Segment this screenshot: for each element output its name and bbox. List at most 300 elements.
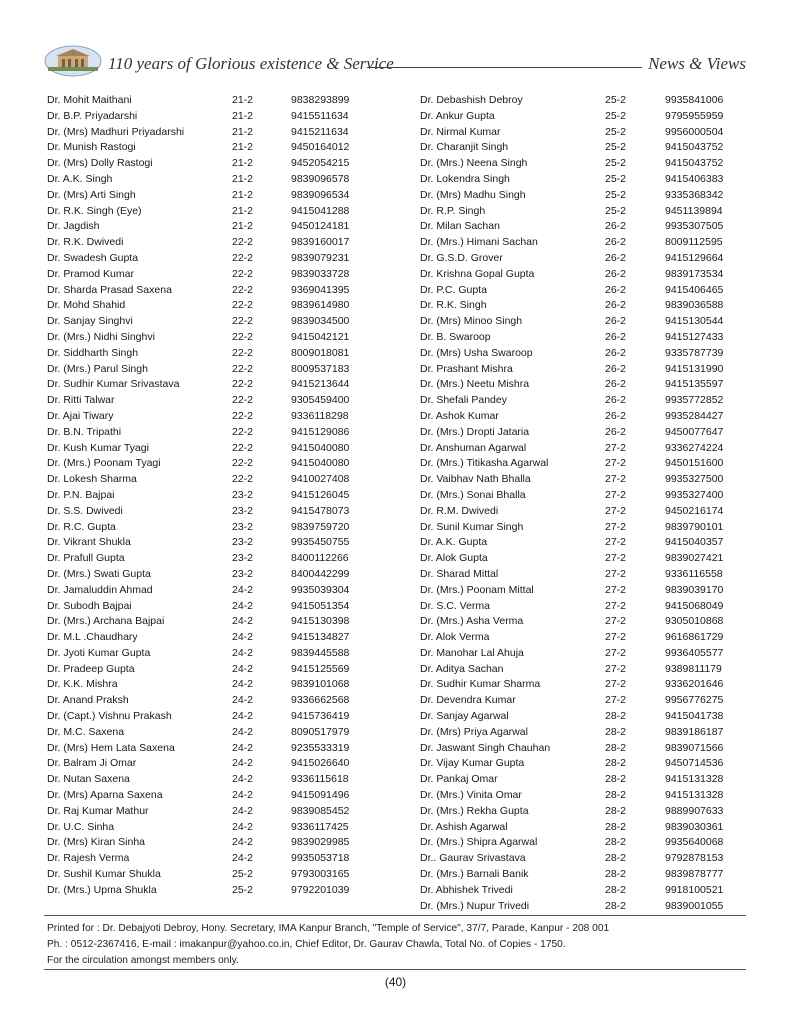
member-name: Dr. Ankur Gupta (420, 109, 495, 122)
member-phone: 9415041288 (291, 204, 350, 217)
member-code: 28-2 (605, 883, 627, 896)
member-code: 24-2 (232, 757, 254, 770)
member-code: 24-2 (232, 789, 254, 802)
member-phone: 9935307505 (665, 220, 724, 233)
member-code: 22-2 (232, 457, 254, 470)
member-code: 24-2 (232, 662, 254, 675)
member-name: Dr. (Mrs.) Dropti Jataria (420, 425, 530, 438)
member-code: 26-2 (605, 346, 627, 359)
member-name: Dr. S.S. Dwivedi (47, 504, 123, 517)
member-phone: 9415042121 (291, 330, 350, 343)
member-code: 28-2 (605, 868, 627, 881)
member-code: 26-2 (605, 362, 627, 375)
member-phone: 9336201646 (665, 678, 724, 691)
member-phone: 9839096578 (291, 172, 350, 185)
member-name: Dr. Subodh Bajpai (47, 599, 132, 612)
member-name: Dr. Vijay Kumar Gupta (420, 757, 525, 770)
member-name: Dr. (Mrs) Madhu Singh (420, 188, 526, 201)
member-phone: 9839029985 (291, 836, 350, 849)
member-phone: 9451139894 (665, 204, 723, 217)
member-name: Dr. Swadesh Gupta (47, 251, 139, 264)
member-code: 28-2 (605, 820, 627, 833)
member-name: Dr. (Mrs) Hem Lata Saxena (47, 741, 175, 754)
member-code: 27-2 (605, 441, 627, 454)
member-code: 23-2 (232, 520, 254, 533)
member-phone: 9935841006 (665, 94, 724, 106)
member-phone: 9415129086 (291, 425, 350, 438)
member-name: Dr. M.L .Chaudhary (47, 631, 138, 644)
member-name: Dr. Charanjit Singh (420, 141, 509, 154)
member-code: 22-2 (232, 473, 254, 486)
member-code: 26-2 (605, 220, 627, 233)
member-name: Dr. Pankaj Omar (420, 773, 498, 786)
footer-line-circulation: For the circulation amongst members only. (47, 955, 239, 966)
member-name: Dr. Jaswant Singh Chauhan (420, 741, 551, 754)
member-phone: 9839085452 (291, 804, 350, 817)
footer-bottom-rule (44, 969, 746, 970)
member-phone: 9415051354 (291, 599, 350, 612)
member-name: Dr. (Mrs.) Vinita Omar (420, 789, 522, 802)
member-name: Dr. Krishna Gopal Gupta (420, 267, 535, 280)
member-phone: 9792201039 (291, 883, 350, 896)
member-code: 23-2 (232, 552, 254, 565)
member-code: 27-2 (605, 646, 627, 659)
member-name: Dr. Sharad Mittal (420, 567, 499, 580)
member-name: Dr. B.N. Tripathi (47, 425, 122, 438)
member-code: 27-2 (605, 583, 627, 596)
member-code: 22-2 (232, 409, 254, 422)
member-code: 21-2 (232, 220, 254, 233)
member-phone: 9369041395 (291, 283, 350, 296)
member-phone: 9935284427 (665, 409, 724, 422)
member-code: 22-2 (232, 362, 254, 375)
member-code: 25-2 (605, 157, 627, 170)
member-phone: 9839445588 (291, 646, 350, 659)
member-name: Dr. Mohit Maithani (47, 94, 132, 106)
member-phone: 9935772852 (665, 394, 724, 407)
member-phone: 9936405577 (665, 646, 724, 659)
member-code: 22-2 (232, 236, 254, 249)
member-code: 24-2 (232, 631, 254, 644)
member-code: 26-2 (605, 251, 627, 264)
member-name: Dr. Sanjay Agarwal (420, 710, 509, 723)
member-name: Dr. Kush Kumar Tyagi (47, 441, 149, 454)
member-name: Dr. (Mrs) Kiran Sinha (47, 836, 146, 849)
member-phone: 9415131328 (665, 789, 724, 802)
member-phone: 9792878153 (665, 852, 724, 865)
member-phone: 9415068049 (665, 599, 724, 612)
page-number: (40) (384, 975, 407, 989)
member-name: Dr.. Gaurav Srivastava (420, 852, 526, 865)
member-phone: 9415043752 (665, 157, 724, 170)
member-phone: 9336662568 (291, 694, 350, 707)
member-code: 26-2 (605, 315, 627, 328)
member-name: Dr. R.P. Singh (420, 204, 486, 217)
member-code: 27-2 (605, 678, 627, 691)
member-code: 24-2 (232, 599, 254, 612)
page-header (44, 42, 746, 82)
member-phone: 9305459400 (291, 394, 350, 407)
member-name: Dr. Debashish Debroy (420, 94, 523, 106)
member-code: 26-2 (605, 425, 627, 438)
member-code: 24-2 (232, 741, 254, 754)
member-code: 23-2 (232, 504, 254, 517)
member-name: Dr. Jamaluddin Ahmad (47, 583, 153, 596)
member-name: Dr. Mohd Shahid (47, 299, 126, 312)
member-name: Dr. (Mrs.) Upma Shukla (47, 883, 157, 896)
member-name: Dr. Sudhir Kumar Sharma (420, 678, 541, 691)
member-name: Dr. (Mrs) Priya Agarwal (420, 725, 528, 738)
member-name: Dr. Pradeep Gupta (47, 662, 135, 675)
member-phone: 9415736419 (291, 710, 350, 723)
member-phone: 9452054215 (291, 157, 350, 170)
member-code: 28-2 (605, 725, 627, 738)
member-phone: 9889907633 (665, 804, 724, 817)
member-code: 25-2 (605, 172, 627, 185)
member-code: 25-2 (605, 94, 627, 106)
member-code: 24-2 (232, 694, 254, 707)
member-phone: 9389811179 (665, 662, 722, 675)
member-phone: 9415126045 (291, 488, 350, 501)
header-section-title: News & Views (648, 54, 746, 73)
member-phone: 9415040080 (291, 457, 350, 470)
member-phone: 9935640068 (665, 836, 724, 849)
member-name: Dr. (Mrs) Usha Swaroop (420, 346, 533, 359)
member-code: 27-2 (605, 567, 627, 580)
member-name: Dr. (Mrs.) Poonam Mittal (420, 583, 534, 596)
member-name: Dr. B. Swaroop (420, 330, 491, 343)
member-code: 25-2 (232, 883, 254, 896)
member-name: Dr. Jagdish (47, 220, 100, 233)
member-name: Dr. Siddharth Singh (47, 346, 139, 359)
member-code: 27-2 (605, 662, 627, 675)
member-code: 27-2 (605, 694, 627, 707)
member-phone: 9415040357 (665, 536, 724, 549)
member-phone: 9415131990 (665, 362, 724, 375)
member-phone: 9839039170 (665, 583, 724, 596)
member-phone: 9415130398 (291, 615, 350, 628)
member-name: Dr. (Mrs.) Rekha Gupta (420, 804, 529, 817)
member-code: 22-2 (232, 251, 254, 264)
member-phone: 8009112595 (665, 236, 723, 249)
member-phone: 9839790101 (665, 520, 724, 533)
member-name: Dr. (Mrs) Aparna Saxena (47, 789, 163, 802)
member-phone: 9839160017 (291, 236, 350, 249)
member-name: Dr. (Mrs.) Neetu Mishra (420, 378, 530, 391)
member-name: Dr. S.C. Verma (420, 599, 491, 612)
member-code: 28-2 (605, 836, 627, 849)
member-name: Dr. (Mrs) Madhuri Priyadarshi (47, 125, 185, 138)
member-name: Dr. B.P. Priyadarshi (47, 109, 138, 122)
member-code: 21-2 (232, 204, 254, 217)
member-phone: 9839878777 (665, 868, 724, 881)
member-code: 28-2 (605, 773, 627, 786)
member-phone: 9839173534 (665, 267, 724, 280)
member-name: Dr. K.K. Mishra (47, 678, 118, 691)
member-name: Dr. (Mrs.) Nupur Trivedi (420, 899, 530, 912)
member-code: 27-2 (605, 520, 627, 533)
member-phone: 8400112266 (291, 552, 349, 565)
member-phone: 9305010868 (665, 615, 724, 628)
member-code: 24-2 (232, 678, 254, 691)
member-phone: 9415511634 (291, 109, 349, 122)
member-name: Dr. (Mrs.) Titikasha Agarwal (420, 457, 549, 470)
member-name: Dr. R.K. Singh (Eye) (47, 204, 142, 217)
member-name: Dr. G.S.D. Grover (420, 251, 503, 264)
member-code: 27-2 (605, 473, 627, 486)
member-code: 25-2 (605, 141, 627, 154)
member-name: Dr. Milan Sachan (420, 220, 500, 233)
member-phone: 9336118298 (291, 409, 349, 422)
member-name: Dr. Ritti Talwar (47, 394, 115, 407)
member-code: 21-2 (232, 141, 254, 154)
member-phone: 9415134827 (291, 631, 350, 644)
member-phone: 9839614980 (291, 299, 350, 312)
footer-line-printed-for: Printed for : Dr. Debajyoti Debroy, Hony. Secretary, IMA Kanpur Branch, "Temple of Service", 37/7, Parade, Kanpur - 208 001 (47, 923, 610, 934)
member-phone: 8090517979 (291, 725, 350, 738)
member-code: 22-2 (232, 425, 254, 438)
member-code: 27-2 (605, 552, 627, 565)
member-code: 24-2 (232, 852, 254, 865)
member-phone: 9839186187 (665, 725, 724, 738)
member-code: 27-2 (605, 631, 627, 644)
member-code: 21-2 (232, 125, 254, 138)
member-code: 28-2 (605, 741, 627, 754)
member-name: Dr. A.K. Singh (47, 172, 113, 185)
member-code: 26-2 (605, 378, 627, 391)
member-name: Dr. (Mrs.) Sonai Bhalla (420, 488, 526, 501)
member-code: 24-2 (232, 725, 254, 738)
member-code: 24-2 (232, 615, 254, 628)
member-phone: 9415129664 (665, 251, 724, 264)
member-code: 25-2 (605, 109, 627, 122)
member-name: Dr. Vaibhav Nath Bhalla (420, 473, 531, 486)
member-code: 25-2 (605, 188, 627, 201)
member-code: 26-2 (605, 394, 627, 407)
member-code: 24-2 (232, 773, 254, 786)
ima-building-logo-icon (44, 45, 102, 77)
member-name: Dr. (Mrs.) Parul Singh (47, 362, 148, 375)
member-phone: 9839096534 (291, 188, 350, 201)
member-code: 26-2 (605, 330, 627, 343)
member-name: Dr. Aditya Sachan (420, 662, 504, 675)
member-phone: 9839027421 (665, 552, 724, 565)
member-code: 23-2 (232, 567, 254, 580)
member-code: 26-2 (605, 409, 627, 422)
member-code: 24-2 (232, 646, 254, 659)
member-phone: 9415211634 (291, 125, 349, 138)
member-name: Dr. Sanjay Singhvi (47, 315, 133, 328)
member-name: Dr. Nirmal Kumar (420, 125, 501, 138)
header-rule (367, 67, 642, 68)
member-name: Dr. Ashish Agarwal (420, 820, 508, 833)
member-phone: 9935327400 (665, 488, 724, 501)
member-code: 28-2 (605, 789, 627, 802)
member-code: 24-2 (232, 583, 254, 596)
member-name: Dr. (Mrs) Minoo Singh (420, 315, 523, 328)
member-code: 22-2 (232, 441, 254, 454)
member-name: Dr. R.K. Dwivedi (47, 236, 124, 249)
member-code: 26-2 (605, 299, 627, 312)
member-name: Dr. Vikrant Shukla (47, 536, 131, 549)
member-phone: 9336115618 (291, 773, 349, 786)
header-tagline: 110 years of Glorious existence & Service (108, 54, 394, 73)
member-code: 28-2 (605, 757, 627, 770)
member-code: 24-2 (232, 710, 254, 723)
member-code: 22-2 (232, 283, 254, 296)
footer-line-contact: Ph. : 0512-2367416, E-mail : imakanpur@yahoo.co.in, Chief Editor, Dr. Gaurav Chawla, Total No. of Copies - 1750. (47, 939, 566, 950)
member-name: Dr. Devendra Kumar (420, 694, 516, 707)
member-code: 22-2 (232, 394, 254, 407)
member-phone: 9839036588 (665, 299, 724, 312)
member-code: 21-2 (232, 172, 254, 185)
member-name: Dr. (Mrs.) Poonam Tyagi (47, 457, 161, 470)
member-code: 27-2 (605, 615, 627, 628)
member-name: Dr. Anand Praksh (47, 694, 129, 707)
member-phone: 9616861729 (665, 631, 724, 644)
member-phone: 9415131328 (665, 773, 724, 786)
member-name: Dr. (Mrs.) Asha Verma (420, 615, 524, 628)
member-name: Dr. (Mrs.) Himani Sachan (420, 236, 538, 249)
member-phone: 9336274224 (665, 441, 724, 454)
member-phone: 9839001055 (665, 899, 724, 912)
member-phone: 9935327500 (665, 473, 724, 486)
member-phone: 9415041738 (665, 710, 724, 723)
member-code: 26-2 (605, 267, 627, 280)
member-code: 22-2 (232, 299, 254, 312)
member-phone: 9415406383 (665, 172, 724, 185)
member-phone: 9935450755 (291, 536, 350, 549)
member-code: 23-2 (232, 488, 254, 501)
member-code: 28-2 (605, 852, 627, 865)
member-phone: 9918100521 (665, 883, 724, 896)
member-name: Dr. Lokesh Sharma (47, 473, 137, 486)
member-phone: 8009018081 (291, 346, 350, 359)
member-phone: 9415406465 (665, 283, 724, 296)
member-name: Dr. Munish Rastogi (47, 141, 136, 154)
member-phone: 9415135597 (665, 378, 724, 391)
member-phone: 9450164012 (291, 141, 350, 154)
member-name: Dr. Sushil Kumar Shukla (47, 868, 161, 881)
member-phone: 9839101068 (291, 678, 350, 691)
member-code: 23-2 (232, 536, 254, 549)
member-name: Dr. Ajai Tiwary (47, 409, 114, 422)
member-phone: 9956000504 (665, 125, 724, 138)
member-name: Dr. Balram Ji Omar (47, 757, 137, 770)
member-code: 22-2 (232, 267, 254, 280)
member-name: Dr. (Mrs.) Nidhi Singhvi (47, 330, 155, 343)
member-name: Dr. Anshuman Agarwal (420, 441, 527, 454)
member-code: 27-2 (605, 504, 627, 517)
member-code: 27-2 (605, 536, 627, 549)
member-name: Dr. Alok Gupta (420, 552, 488, 565)
member-phone: 9415213644 (291, 378, 350, 391)
member-code: 24-2 (232, 836, 254, 849)
member-code: 26-2 (605, 283, 627, 296)
member-phone: 9839079231 (291, 251, 350, 264)
member-name: Dr. Abhishek Trivedi (420, 883, 513, 896)
member-phone: 9336116558 (665, 567, 723, 580)
member-name: Dr. Shefali Pandey (420, 394, 507, 407)
member-phone: 9415026640 (291, 757, 350, 770)
footer-imprint (47, 921, 609, 969)
member-phone: 9450124181 (291, 220, 350, 233)
member-code: 22-2 (232, 378, 254, 391)
member-phone: 9415478073 (291, 504, 350, 517)
member-phone: 9956776275 (665, 694, 724, 707)
member-name: Dr. Lokendra Singh (420, 172, 510, 185)
member-name: Dr. Prashant Mishra (420, 362, 513, 375)
member-phone: 9410027408 (291, 473, 350, 486)
member-name: Dr. Raj Kumar Mathur (47, 804, 149, 817)
member-phone: 9838293899 (291, 94, 350, 106)
member-name: Dr. (Mrs.) Barnali Banik (420, 868, 529, 881)
member-name: Dr. P.N. Bajpai (47, 488, 115, 501)
member-name: Dr. (Capt.) Vishnu Prakash (47, 710, 172, 723)
member-name: Dr. (Mrs) Arti Singh (47, 188, 136, 201)
member-code: 21-2 (232, 157, 254, 170)
member-name: Dr. Sudhir Kumar Srivastava (47, 378, 180, 391)
member-code: 25-2 (605, 125, 627, 138)
member-code: 21-2 (232, 188, 254, 201)
member-phone: 9415125569 (291, 662, 350, 675)
member-code: 22-2 (232, 330, 254, 343)
member-code: 28-2 (605, 710, 627, 723)
member-phone: 9450077647 (665, 425, 724, 438)
member-phone: 9450151600 (665, 457, 724, 470)
member-name: Dr. U.C. Sinha (47, 820, 115, 833)
member-phone: 9839759720 (291, 520, 350, 533)
member-phone: 9839033728 (291, 267, 350, 280)
member-code: 27-2 (605, 599, 627, 612)
member-name: Dr. Ashok Kumar (420, 409, 499, 422)
member-phone: 9839034500 (291, 315, 350, 328)
footer-top-rule (44, 915, 746, 916)
member-name: Dr. Sharda Prasad Saxena (47, 283, 172, 296)
member-name: Dr. Rajesh Verma (47, 852, 130, 865)
member-name: Dr. (Mrs) Dolly Rastogi (47, 157, 153, 170)
member-code: 28-2 (605, 899, 627, 912)
member-name: Dr. Manohar Lal Ahuja (420, 646, 524, 659)
member-code: 21-2 (232, 109, 254, 122)
member-name: Dr. P.C. Gupta (420, 283, 487, 296)
member-phone: 9839030361 (665, 820, 724, 833)
member-name: Dr. (Mrs.) Archana Bajpai (47, 615, 165, 628)
member-code: 22-2 (232, 315, 254, 328)
member-phone: 9793003165 (291, 868, 350, 881)
member-name: Dr. Nutan Saxena (47, 773, 130, 786)
member-name: Dr. (Mrs.) Swati Gupta (47, 567, 151, 580)
member-phone: 9839071566 (665, 741, 724, 754)
member-phone: 8400442299 (291, 567, 350, 580)
member-name: Dr. R.C. Gupta (47, 520, 116, 533)
member-phone: 9415040080 (291, 441, 350, 454)
member-phone: 9935039304 (291, 583, 350, 596)
member-name: Dr. Prafull Gupta (47, 552, 125, 565)
member-phone: 9450714536 (665, 757, 724, 770)
member-code: 24-2 (232, 804, 254, 817)
member-phone: 9336117425 (291, 820, 349, 833)
member-phone: 9335787739 (665, 346, 724, 359)
member-name: Dr. Alok Verma (420, 631, 490, 644)
member-phone: 9450216174 (665, 504, 724, 517)
member-code: 26-2 (605, 236, 627, 249)
member-phone: 8009537183 (291, 362, 350, 375)
member-name: Dr. Jyoti Kumar Gupta (47, 646, 151, 659)
member-name: Dr. R.M. Dwivedi (420, 504, 499, 517)
member-phone: 9335368342 (665, 188, 724, 201)
member-code: 25-2 (605, 204, 627, 217)
